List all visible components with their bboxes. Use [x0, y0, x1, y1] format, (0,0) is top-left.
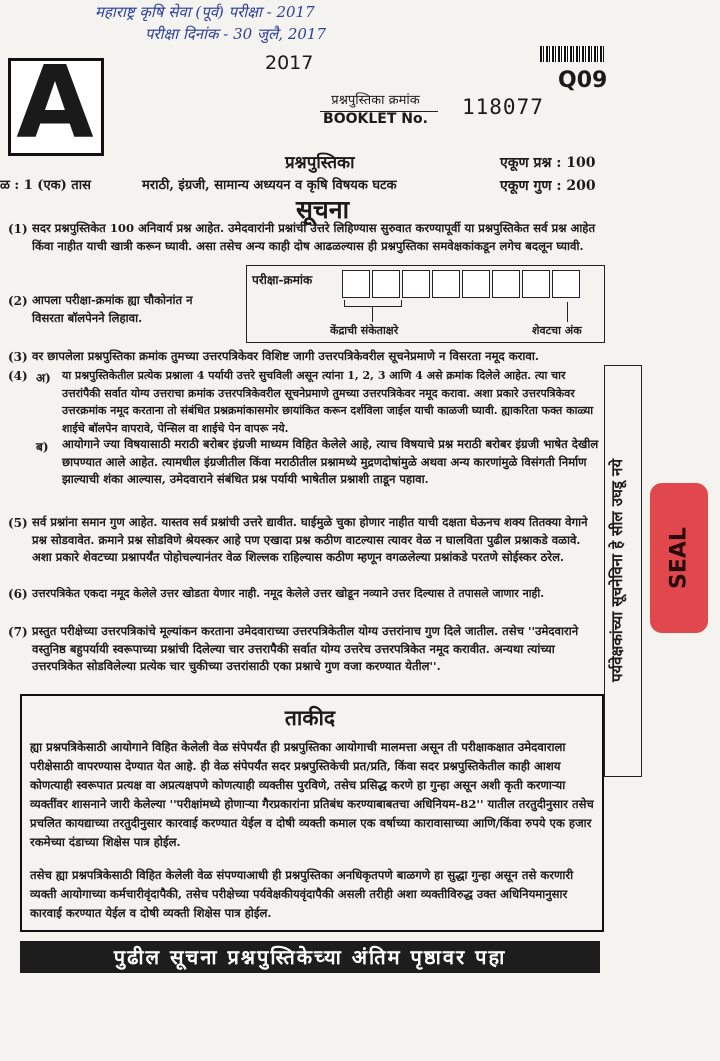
- exam-digit-box[interactable]: [432, 270, 460, 298]
- booklet-label-en: BOOKLET No.: [323, 111, 428, 127]
- instruction-3: वर छापलेला प्रश्नपुस्तिका क्रमांक तुमच्या उत्तरपत्रिकेवर विशिष्ट जागी उत्तरपत्रिकेवरील सूचनेप्रमाणे न विसरता नमूद करावा.: [32, 349, 539, 363]
- exam-digit-box[interactable]: [372, 270, 400, 298]
- centre-code-bracket: [344, 300, 402, 307]
- warning-paragraph-1: ह्या प्रश्नपत्रिकेसाठी आयोगाने विहित केलेली वेळ संपेपर्यंत ही प्रश्नपुस्तिका आयोगाची मालमत्ता असून ती परीक्षाकक्षात उमेदवाराला परीक्षेसाठी वापरण्यास देण्यात येत आहे. ही वेळ संपेपर्यंत सदर प्रश्नपुस्तिकेची प्रत/प्रति, किंवा सदर प्रश्नपुस्तिकेतील काही आशय कोणत्याही स्वरूपात प्रत्यक्ष वा अप्रत्यक्षपणे कोणत्याही व्यक्तीस पुरविणे, तसेच प्रसिद्ध करणे हा गुन्हा असून अशी कृती करणाऱ्या व्यक्तींवर शासनाने जारी केलेल्या ''परीक्षांमध्ये होणाऱ्या गैरप्रकारांना प्रतिबंध करण्याबाबतचा अधिनियम-82'' यातील तरतुदीनुसार तसेच प्रचलित कायद्याच्या तरतुदीनुसार कारवाई करण्यात येईल व दोषी व्यक्ती कमाल एक वर्षाच्या कारावासाच्या आणि/किंवा रुपये एक हजार रकमेच्या दंडाच्या शिक्षेस पात्र होईल.: [30, 740, 594, 849]
- centre-code-label: केंद्राची संकेताक्षरे: [330, 324, 399, 337]
- booklet-divider: [320, 111, 438, 112]
- booklet-label: प्रश्नपुस्तिका क्रमांक: [331, 93, 420, 108]
- handwritten-exam-name: महाराष्ट्र कृषि सेवा (पूर्व) परीक्षा - 2017: [95, 3, 315, 21]
- instruction-4a: या प्रश्नपुस्तिकेतील प्रत्येक प्रश्नाला 4 पर्यायी उत्तरे सुचविली असून त्यांना 1, 2, 3 आणि 4 असे क्रमांक दिलेले आहेत. त्या चार उत्तरांपैकी सर्वात योग्य उत्तराचा क्रमांक उत्तरपत्रिकेवरील सूचनेप्रमाणे तुमच्या उत्तरपत्रिकेवर नमूद करावा. अशा प्रकारे उत्तरपत्रिकेवर उत्तरक्रमांक नमूद करताना तो संबंधित प्रश्नक्रमांकासमोर छायांकित करून दर्शविला जाईल याची काळजी घ्यावी. ह्याकरिता फक्त काळ्या शाईचे बॉलपेन वापरावे, पेन्सिल वा शाईचे पेन वापरू नये.: [62, 369, 594, 435]
- instruction-6: उत्तरपत्रिकेत एकदा नमूद केलेले उत्तर खोडता येणार नाही. नमूद केलेले उत्तर खोडून नव्याने उत्तर दिल्यास ते तपासले जाणार नाही.: [32, 587, 545, 600]
- instruction-4b: आयोगाने ज्या विषयासाठी मराठी बरोबर इंग्रजी माध्यम विहित केलेले आहे, त्याच विषयाचे प्रश्न मराठी बरोबर इंग्रजी भाषेत देखील छापण्यात आले आहेत. त्यामधील इंग्रजीतील किंवा मराठीतील प्रश्नामध्ये मुद्रणदोषांमुळे अथवा अन्य कारणांमुळे विसंगती निर्माण झाल्याची शंका आल्यास, उमेदवाराने संबंधित प्रश्न पर्यायी भाषेतील प्रश्नाशी ताडून पहावा.: [62, 437, 599, 486]
- instruction-5: सर्व प्रश्नांना समान गुण आहेत. यास्तव सर्व प्रश्नांची उत्तरे द्यावीत. घाईमुळे चुका होणार नाहीत याची दक्षता घेऊनच शक्य तितक्या वेगाने प्रश्न सोडवावेत. क्रमाने प्रश्न सोडविणे श्रेयस्कर आहे पण एखादा प्रश्न कठीण वाटल्यास त्यावर वेळ न घालविता पुढील प्रश्नाकडे वळावे. अशा प्रकारे शेवटच्या प्रश्नापर्यंत पोहोचल्यानंतर वेळ शिल्लक राहिल्यास कठीण म्हणून वगळलेल्या प्रश्नांकडे परतणे सोईस्कर ठरेल.: [32, 515, 588, 564]
- seal-label: SEAL: [666, 527, 692, 589]
- total-marks: एकूण गुण : 200: [500, 178, 596, 194]
- last-digit-label: शेवटचा अंक: [532, 324, 582, 337]
- instruction-number: (6): [8, 587, 28, 601]
- instruction-number: (7): [8, 625, 28, 639]
- barcode-icon: [540, 46, 604, 62]
- instructions-heading: सूचना: [296, 195, 350, 224]
- arrow-up-icon: [567, 302, 568, 322]
- set-letter: A: [16, 44, 94, 161]
- warning-paragraph-2: तसेच ह्या प्रश्नपत्रिकेसाठी विहित केलेली वेळ संपण्याआधी ही प्रश्नपुस्तिका अनधिकृतपणे बाळगणे हा सुद्धा गुन्हा असून तसे करणारी व्यक्ती आयोगाच्या कर्मचारीवृंदापैकी, तसेच परीक्षेच्या पर्यवेक्षकीयवृंदापैकी असली तरीही अशा व्यक्तीविरुद्ध उक्त अधिनियमानुसार कारवाई करण्यात येईल व दोषी व्यक्ती शिक्षेस पात्र होईल.: [30, 868, 574, 920]
- question-code: Q09: [558, 68, 608, 93]
- instruction-number: (4): [8, 369, 28, 383]
- instruction-number: (3): [8, 350, 28, 364]
- sub-instruction-number: अ): [36, 371, 51, 385]
- instruction-2: आपला परीक्षा-क्रमांक ह्या चौकोनांत न विसरता बॉलपेनने लिहावा.: [32, 293, 193, 325]
- subject-label: मराठी, इंग्रजी, सामान्य अध्ययन व कृषि विषयक घटक: [142, 178, 397, 193]
- sub-instruction-number: ब): [36, 440, 49, 454]
- exam-digit-box[interactable]: [402, 270, 430, 298]
- warning-heading: ताकीद: [284, 705, 336, 730]
- time-label: ळ : 1 (एक) तास: [0, 178, 91, 193]
- instruction-number: (5): [8, 516, 28, 530]
- page-title: प्रश्नपुस्तिका: [285, 153, 355, 173]
- side-seal-note: पर्यवेक्षकांच्या सूचनेविना हे सील उघडू नये: [608, 458, 626, 682]
- exam-number-label: परीक्षा-क्रमांक: [252, 273, 313, 287]
- year: 2017: [265, 52, 314, 74]
- arrow-up-icon: [372, 306, 373, 322]
- footer-text: पुढील सूचना प्रश्नपुस्तिकेच्या अंतिम पृष्ठावर पहा: [113, 945, 507, 969]
- exam-digit-box[interactable]: [492, 270, 520, 298]
- instruction-number: (1): [8, 222, 28, 236]
- handwritten-exam-date: परीक्षा दिनांक - 30 जुलै, 2017: [145, 25, 326, 43]
- instruction-number: (2): [8, 294, 28, 308]
- booklet-number: 118077: [462, 95, 544, 119]
- exam-digit-box[interactable]: [342, 270, 370, 298]
- instruction-7: प्रस्तुत परीक्षेच्या उत्तरपत्रिकांचे मूल्यांकन करताना उमेदवाराच्या उत्तरपत्रिकेतील योग्य उत्तरांनाच गुण दिले जातील. तसेच ''उमेदवाराने वस्तुनिष्ठ बहुपर्यायी स्वरूपाच्या प्रश्नांची दिलेल्या चार उत्तरापैकी सर्वात योग्य उत्तरेच उत्तरपत्रिकेत नमूद करावीत. अन्यथा त्यांच्या उत्तरपत्रिकेत सोडविलेल्या प्रत्येक चार चुकीच्या उत्तरांसाठी एका प्रश्नाचे गुण वजा करण्यात येतील''.: [32, 624, 579, 673]
- exam-digit-box[interactable]: [522, 270, 550, 298]
- booklet-label-block: [308, 92, 443, 128]
- exam-digit-box[interactable]: [462, 270, 490, 298]
- instruction-1: सदर प्रश्नपुस्तिकेत 100 अनिवार्य प्रश्न आहेत. उमेदवारांनी प्रश्नांची उत्तरे लिहिण्यास सुरुवात करण्यापूर्वी या प्रश्नपुस्तिकेत सर्व प्रश्न आहेत किंवा नाहीत याची खात्री करून घ्यावी. असा तसेच अन्य काही दोष आढळल्यास ही प्रश्नपुस्तिका समवेक्षकांकडून लगेच बदलून घ्यावी.: [32, 221, 596, 253]
- total-questions: एकूण प्रश्न : 100: [500, 155, 596, 171]
- exam-digit-box[interactable]: [552, 270, 580, 298]
